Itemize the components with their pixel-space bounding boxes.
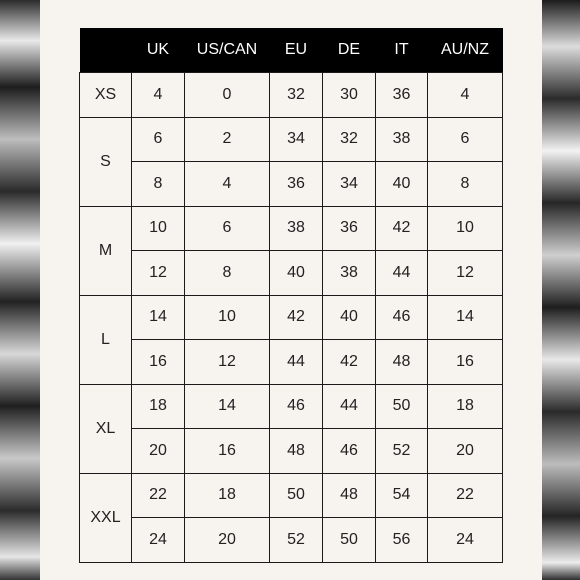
table-cell: 46 [376, 295, 428, 340]
table-cell: 16 [132, 340, 185, 385]
table-row [80, 340, 503, 385]
header-cell-size [80, 28, 132, 73]
table-body [80, 73, 503, 563]
table-cell: 50 [376, 384, 428, 429]
table-cell: 48 [323, 473, 376, 518]
table-row [80, 384, 503, 429]
table-cell: 8 [428, 162, 503, 207]
table-cell: 14 [185, 384, 270, 429]
background-right-stripes [542, 0, 580, 580]
table-cell: 30 [323, 73, 376, 118]
table-cell: 12 [132, 251, 185, 296]
table-cell: 6 [132, 117, 185, 162]
table-cell: 52 [270, 518, 323, 563]
table-cell: 40 [323, 295, 376, 340]
size-label-s: S [80, 117, 132, 206]
table-row [80, 295, 503, 340]
table-cell: 8 [132, 162, 185, 207]
table-cell: 2 [185, 117, 270, 162]
table-cell: 36 [270, 162, 323, 207]
table-cell: 32 [323, 117, 376, 162]
table-cell: 20 [132, 429, 185, 474]
table-cell: 4 [428, 73, 503, 118]
size-label-xl: XL [80, 384, 132, 473]
table-cell: 12 [185, 340, 270, 385]
table-cell: 40 [270, 251, 323, 296]
table-cell: 18 [132, 384, 185, 429]
size-label-m: M [80, 206, 132, 295]
table-cell: 38 [270, 206, 323, 251]
table-cell: 22 [132, 473, 185, 518]
table-cell: 46 [323, 429, 376, 474]
table-cell: 8 [185, 251, 270, 296]
table-cell: 36 [323, 206, 376, 251]
table-cell: 36 [376, 73, 428, 118]
table-cell: 42 [323, 340, 376, 385]
table-cell: 14 [428, 295, 503, 340]
table-row [80, 162, 503, 207]
table-cell: 24 [428, 518, 503, 563]
table-cell: 16 [185, 429, 270, 474]
table-row [80, 518, 503, 563]
header-cell-eu: EU [270, 28, 323, 73]
table-row [80, 206, 503, 251]
table-cell: 18 [428, 384, 503, 429]
table-cell: 0 [185, 73, 270, 118]
header-cell-us-can: US/CAN [185, 28, 270, 73]
size-label-xxl: XXL [80, 473, 132, 562]
table-cell: 16 [428, 340, 503, 385]
size-label-l: L [80, 295, 132, 384]
table-cell: 42 [376, 206, 428, 251]
table-cell: 54 [376, 473, 428, 518]
table-cell: 56 [376, 518, 428, 563]
table-cell: 44 [376, 251, 428, 296]
size-label-xs: XS [80, 73, 132, 118]
table-cell: 6 [428, 117, 503, 162]
table-cell: 52 [376, 429, 428, 474]
table-cell: 4 [185, 162, 270, 207]
header-cell-it: IT [376, 28, 428, 73]
table-cell: 20 [185, 518, 270, 563]
header-cell-au-nz: AU/NZ [428, 28, 503, 73]
table-cell: 44 [323, 384, 376, 429]
table-cell: 14 [132, 295, 185, 340]
table-cell: 34 [270, 117, 323, 162]
table-cell: 48 [376, 340, 428, 385]
table-cell: 10 [132, 206, 185, 251]
table-row [80, 429, 503, 474]
background-left-stripes [0, 0, 40, 580]
table-cell: 12 [428, 251, 503, 296]
table-cell: 44 [270, 340, 323, 385]
size-conversion-table [79, 28, 503, 563]
table-row [80, 473, 503, 518]
table-cell: 18 [185, 473, 270, 518]
table-cell: 40 [376, 162, 428, 207]
table-cell: 4 [132, 73, 185, 118]
header-cell-uk: UK [132, 28, 185, 73]
table-row [80, 73, 503, 118]
table-row [80, 117, 503, 162]
table-cell: 32 [270, 73, 323, 118]
table-cell: 24 [132, 518, 185, 563]
header-row [80, 28, 503, 73]
table-cell: 20 [428, 429, 503, 474]
table-cell: 10 [185, 295, 270, 340]
table-cell: 50 [323, 518, 376, 563]
table-cell: 22 [428, 473, 503, 518]
table-header [80, 28, 503, 73]
table-cell: 6 [185, 206, 270, 251]
table-cell: 38 [376, 117, 428, 162]
table-cell: 42 [270, 295, 323, 340]
table-cell: 34 [323, 162, 376, 207]
table-cell: 46 [270, 384, 323, 429]
table-cell: 38 [323, 251, 376, 296]
table-cell: 50 [270, 473, 323, 518]
table-row [80, 251, 503, 296]
table-cell: 10 [428, 206, 503, 251]
header-cell-de: DE [323, 28, 376, 73]
table-cell: 48 [270, 429, 323, 474]
